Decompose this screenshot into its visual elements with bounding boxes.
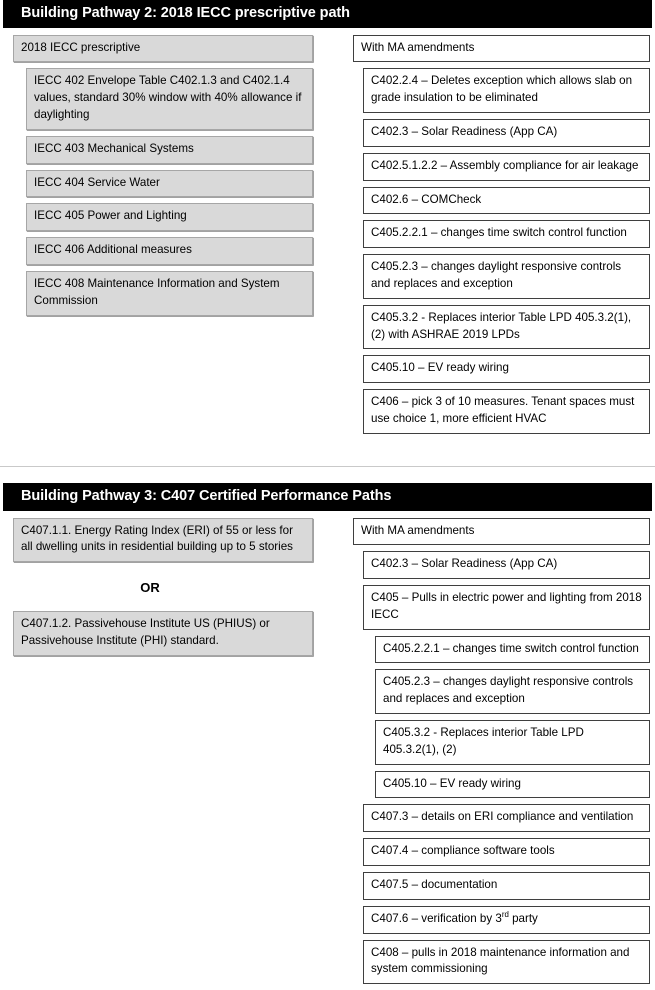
pathway-3-header: Building Pathway 3: C407 Certified Performance Paths <box>3 483 652 511</box>
pathway-3-right-item-superscript <box>363 906 650 934</box>
pathway-2-columns <box>0 28 655 440</box>
pathway-3-right-column <box>340 511 655 990</box>
pathway-2-left-item: IECC 404 Service Water <box>26 170 313 198</box>
pathway-2-right-root: With MA amendments <box>353 35 650 63</box>
pathway-3-left-column <box>0 511 340 662</box>
pathway-3-right-item: C408 – pulls in 2018 maintenance information and system commissioning <box>363 940 650 985</box>
pathway-2-left-column <box>0 28 340 322</box>
pathway-2-right-item: C406 – pick 3 of 10 measures. Tenant spaces must use choice 1, more efficient HVAC <box>363 389 650 434</box>
pathway-2-right-item: C405.3.2 - Replaces interior Table LPD 405.3.2(1), (2) with ASHRAE 2019 LPDs <box>363 305 650 350</box>
pathway-2-section <box>0 0 655 440</box>
verification-head: C407.6 – verification by <box>371 912 495 925</box>
pathway-2-right-item: C405.2.3 – changes daylight responsive controls and replaces and exception <box>363 254 650 299</box>
pathway-3-right-root: With MA amendments <box>353 518 650 546</box>
pathway-2-left-root: 2018 IECC prescriptive <box>13 35 313 63</box>
pathway-2-left-item: IECC 405 Power and Lighting <box>26 203 313 231</box>
pathway-3-right-item: C405 – Pulls in electric power and lighting from 2018 IECC <box>363 585 650 630</box>
or-label: OR <box>0 580 340 595</box>
verification-tail: party <box>509 912 538 925</box>
pathway-2-left-item: IECC 403 Mechanical Systems <box>26 136 313 164</box>
pathway-3-columns <box>0 511 655 990</box>
pathway-2-right-item: C405.10 – EV ready wiring <box>363 355 650 383</box>
pathway-3-option-a: C407.1.1. Energy Rating Index (ERI) of 55 or less for all dwelling units in residential building up to 5 stories <box>13 518 313 563</box>
pathway-3-right-item: C405.2.3 – changes daylight responsive controls and replaces and exception <box>375 669 650 714</box>
pathway-2-right-item: C402.3 – Solar Readiness (App CA) <box>363 119 650 147</box>
pathway-3-right-item: C402.3 – Solar Readiness (App CA) <box>363 551 650 579</box>
pathway-2-right-item: C402.6 – COMCheck <box>363 187 650 215</box>
section-gap <box>0 440 655 466</box>
ordinal-suffix: rd <box>502 910 509 919</box>
pathway-3-right-item: C407.3 – details on ERI compliance and ventilation <box>363 804 650 832</box>
section-divider <box>0 466 655 467</box>
pathway-2-right-item: C402.2.4 – Deletes exception which allows slab on grade insulation to be eliminated <box>363 68 650 113</box>
pathway-2-right-column <box>340 28 655 440</box>
pathway-3-option-b: C407.1.2. Passivehouse Institute US (PHIUS) or Passivehouse Institute (PHI) standard. <box>13 611 313 656</box>
pathway-3-right-item: C407.4 – compliance software tools <box>363 838 650 866</box>
pathway-2-left-item: IECC 408 Maintenance Information and System Commission <box>26 271 313 316</box>
pathway-3-section <box>0 483 655 990</box>
verification-number: 3 <box>495 912 501 925</box>
pathway-2-right-item: C405.2.2.1 – changes time switch control function <box>363 220 650 248</box>
pathway-2-left-item: IECC 402 Envelope Table C402.1.3 and C402.1.4 values, standard 30% window with 40% allowance if daylighting <box>26 68 313 129</box>
pathway-2-right-item: C402.5.1.2.2 – Assembly compliance for air leakage <box>363 153 650 181</box>
pathway-3-right-item: C405.2.2.1 – changes time switch control function <box>375 636 650 664</box>
pathway-2-left-item: IECC 406 Additional measures <box>26 237 313 265</box>
pathway-3-right-item: C405.3.2 - Replaces interior Table LPD 405.3.2(1), (2) <box>375 720 650 765</box>
pathway-3-right-item: C405.10 – EV ready wiring <box>375 771 650 799</box>
pathway-2-header: Building Pathway 2: 2018 IECC prescriptive path <box>3 0 652 28</box>
pathway-3-right-item: C407.5 – documentation <box>363 872 650 900</box>
